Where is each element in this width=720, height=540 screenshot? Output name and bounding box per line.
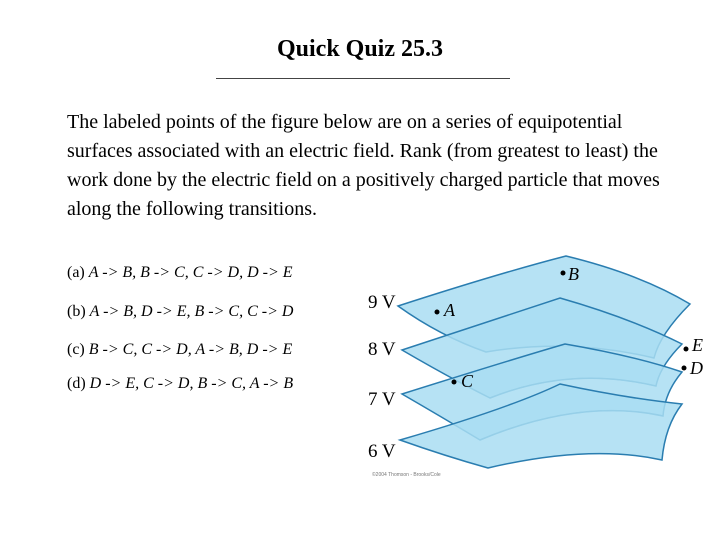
option-sequence: D -> E, C -> D, B -> C, A -> B <box>89 375 294 392</box>
voltage-label-9v: 9 V <box>368 292 396 313</box>
point-d-label: D <box>690 358 703 378</box>
figure-caption: ©2004 Thomson - Brooks/Cole <box>372 472 441 478</box>
option-sequence: A -> B, B -> C, C -> D, D -> E <box>88 264 293 281</box>
option-sequence: B -> C, C -> D, A -> B, D -> E <box>88 341 293 358</box>
equipotential-surfaces-figure <box>360 248 716 482</box>
point-c-dot <box>452 380 457 385</box>
question-text: The labeled points of the figure below are on a series of equipotential surfaces associated with an electric field. Rank (from greatest to least) the work done by the electric field on a positively charged particle that moves along the following transitions. <box>67 111 660 220</box>
option-c <box>67 340 292 360</box>
option-label: (d) <box>67 375 86 392</box>
point-c-label: C <box>461 371 474 391</box>
option-a <box>67 263 293 283</box>
option-sequence: A -> B, D -> E, B -> C, C -> D <box>89 303 294 320</box>
option-b <box>67 302 293 322</box>
option-label: (a) <box>67 264 85 281</box>
point-e-dot <box>684 347 689 352</box>
voltage-label-6v: 6 V <box>368 441 396 462</box>
voltage-label-7v: 7 V <box>368 389 396 410</box>
option-d <box>67 374 293 394</box>
point-a-dot <box>435 310 440 315</box>
point-a-label: A <box>444 300 455 320</box>
point-d-dot <box>682 366 687 371</box>
voltage-label-8v: 8 V <box>368 339 396 360</box>
point-e-label: E <box>692 335 703 355</box>
option-label: (c) <box>67 341 85 358</box>
point-b-label: B <box>568 264 579 284</box>
option-label: (b) <box>67 303 86 320</box>
page-title: Quick Quiz 25.3 <box>276 36 444 62</box>
point-b-dot <box>561 271 566 276</box>
title-underline <box>216 78 510 79</box>
